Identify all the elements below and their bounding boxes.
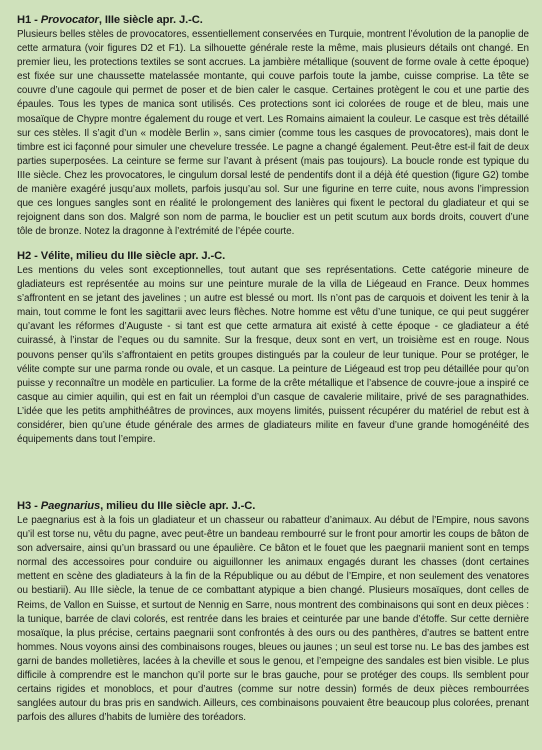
heading-code: H1 - — [17, 14, 41, 26]
section-h2 — [17, 250, 529, 447]
heading-title: Provocator — [40, 14, 99, 26]
heading-rest: , milieu du IIIe siècle apr. J.-C. — [100, 500, 256, 512]
section-heading — [17, 14, 529, 27]
section-body: Les mentions du veles sont exceptionnelles, tout autant que ses représentations. Cette catégorie mineure de gladiateurs est représentée au moins sur une peinture murale de la villa de Liégeaud en France. Deux hommes s’affrontent en se jetant des javelines ; un autre est blessé ou mort. Ils n’ont pas de carquois et doivent les tenir à la main, tout comme le font les sagittarii avec leurs flèches. Notre homme est vêtu d’une tunique, ce qui peut suggérer qu’avant les réformes d’Auguste - si tant est que cette armatura ait existé à cette époque - ce gladiateur a été cuirassé, à l’instar de l’eques ou du samnite. Sur la fresque, deux sont en vert, un troisième est en rouge. Nous pouvons penser qu’ils s’affrontaient en petits groupes distingués par la couleur de leur tunique. Pour se protéger, le vélite compte sur une parma ronde ou ovale, et un casque. La peinture de Liégeaud est trop peu détaillée pour qu’on puisse y reconnaître un modèle en particulier. La forme de la crête métallique et l’absence de couvre-joue a inspiré ce casque au cimier aquilin, qui est en fait un réemploi d’un casque de cavalerie militaire, privé de ses paragnathides. L’idée que les petits amphithéâtres de provinces, aux moyens limités, puissent récupérer du matériel de rebut est à considérer, bien qu’une étude générale des armes de gladiateurs milite en faveur d’une grande homogénéité des équipements dans tout l’empire. — [17, 265, 529, 446]
heading-rest: , IIIe siècle apr. J.-C. — [98, 14, 203, 26]
section-h3 — [17, 500, 529, 725]
section-heading — [17, 500, 529, 513]
section-heading — [17, 250, 529, 263]
heading-title: Paegnarius — [40, 500, 101, 512]
heading-code: H2 - — [17, 250, 41, 262]
heading-rest: Vélite, milieu du IIIe siècle apr. J.-C. — [40, 250, 226, 262]
section-body: Plusieurs belles stèles de provocatores, essentiellement conservées en Turquie, montrent l’évolution de la panoplie de cette armatura (voir figures D2 et F1). La silhouette générale reste la même, mais plusieurs détails ont changé. En premier lieu, les protections textiles se sont accrues. La jambière métallique (souvent de forme ovale à cette époque) est fixée sur une chaussette matelassée montante, qui couve parfois toute la jambe, cuisse comprise. La tête se couvre d’une cagoule qui permet de poser et de bien caler le casque. Certaines protègent le cou et une partie des épaules. Tous les types de manica sont utilisés. Ces protections sont ici colorées de rouge et de bleu, mais une mosaïque de Chypre montre également du rouge et vert. Les Romains aimaient la couleur. Le casque est très détaillé sur ces stèles. Il s’agit d’un « modèle Berlin », sans cimier (comme tous les casques de provocatores), mais dont le timbre est ici façonné pour simuler une chevelure tressée. Le pagne a changé également. Peut-être est-il fait de deux parties superposées. La ceinture se ferme sur l’avant à présent (mais pas toujours). La boucle ronde est typique du IIIe siècle. Chez les provocatores, le cingulum dorsal lesté de pendentifs dont il a déjà été question (figure G2) tombe de manière exagéré jusqu’aux mollets, parfois jusqu’au sol. Sur une figurine en terre cuite, nous avons l’impression que ces longues sangles sont en réalité le prolongement des lanières qui fixent le pectoral du gladiateur et qui se rejoignent dans son dos. Malgré son nom de parma, le bouclier est un petit scutum aux bords droits, couvert d’une tôle de bronze. Notez la dragonne à l’extrémité de l’épée courte. — [17, 29, 529, 238]
section-h1 — [17, 14, 529, 239]
heading-code: H3 - — [17, 500, 41, 512]
section-body: Le paegnarius est à la fois un gladiateur et un chasseur ou rabatteur d’animaux. Au début de l’Empire, nous savons qu’il est torse nu, vêtu du pagne, avec peut-être un bandeau rembourré sur le front pour amortir les coups de bâton de son adversaire, ainsi qu’un brassard ou une épaulière. Ce bâton et le fouet que les paegnarii manient sont en temps normal des accessoires pour conduire ou aiguillonner les animaux engagés durant les chasses (dont certaines mettent en scène des gladiateurs à la fin de la République ou au début de l’Empire, et non seulement des venatores ou bestiarii). Au IIIe siècle, la tenue de ce combattant atypique a bien changé. Plusieurs mosaïques, dont celles de Reims, de Vallon en Suisse, et surtout de Nennig en Sarre, nous montrent des combinaisons qui sont en deux pièces : la tunique, barrée de clavi colorés, est rentrée dans les braies et ceinturée par une bande d’étoffe. Sur cette dernière mosaïque, la plus précise, certains paegnarii sont confrontés à des ours ou des panthères, d’autres se battent entre hommes. Nous voyons ainsi des combinaisons rouges, bleues ou jaunes ; un seul est torse nu. Le bas des jambes est garni de bandes molletières, lacées à la cheville et sous le genou, et l’empeigne des sandales est bien visible. Le plus difficile à comprendre est le manchon qu’il porte sur le bras gauche, pour se protéger des coups. Ils semblent pour certains rigides et monoblocs, et pour d’autres (comme sur notre dessin) formés de deux pièces rembourrées sanglées autour du bras pris en sandwich. Ailleurs, ces combinaisons pouvaient être beaucoup plus colorées, prenant parfois des allures d’habits de lumière des toréadors. — [17, 515, 529, 724]
